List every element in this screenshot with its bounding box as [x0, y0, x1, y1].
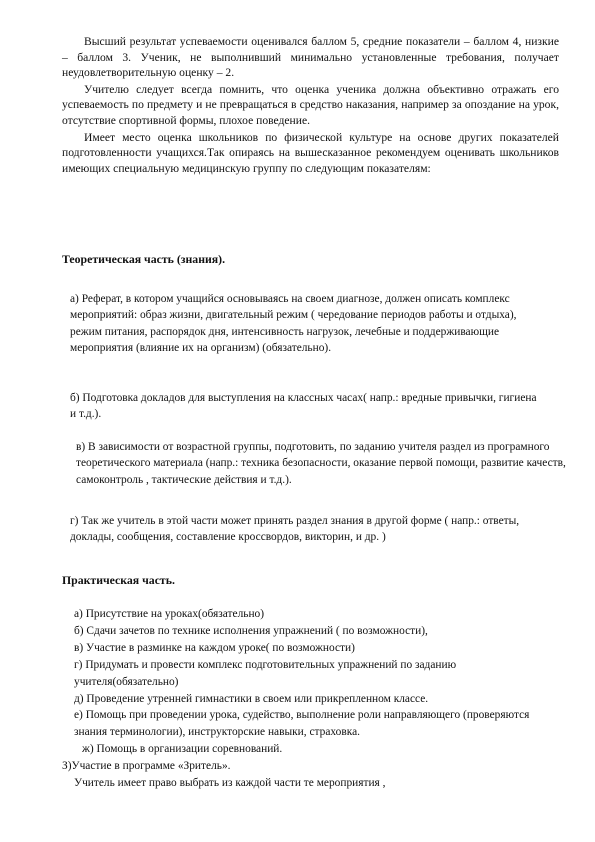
practice-item-e: е) Помощь при проведении урока, судейство, выполнение роли направляющего (проверяются знания терминологии), инструкторские навыки, страховка.: [74, 709, 530, 739]
practice-item-d: д) Проведение утренней гимнастики в своем или прикрепленном классе.: [74, 692, 429, 705]
practice-closing-line: Учитель имеет право выбрать из каждой части те мероприятия ,: [74, 777, 386, 790]
practice-item-zh: ж) Помощь в организации соревнований.: [82, 743, 283, 756]
practice-item-b: б) Сдачи зачетов по технике исполнения упражнений ( по возможности),: [74, 624, 428, 637]
practice-item-a: а) Присутствие на уроках(обязательно): [74, 608, 265, 620]
intro-section: [62, 34, 559, 177]
practice-item-g: г) Придумать и провести комплекс подготовительных упражнений по заданию учителя(обязательно): [74, 658, 457, 688]
theory-item-v: в) В зависимости от возрастной группы, подготовить, по заданию учителя раздел из програмного теоретического материала (напр.: техника безопасности, оказание первой помощи, развитие качеств, самоконтроль , тактические действия и т.д.).: [76, 441, 566, 486]
intro-paragraph-1: Высший результат успеваемости оценивался баллом 5, средние показатели – баллом 4, низкие – баллом 3. Ученик, не выполнивший минимально установленные требования, получает неудовлетворительную оценку – 2.: [62, 35, 559, 80]
intro-paragraph-3: Имеет место оценка школьников по физической культуре на основе других показателей подготовленности учащихся.Так опираясь на вышесказанное рекомендуем оценивать школьников имеющих специальную медицинскую группу по следующим показателям:: [62, 130, 559, 175]
practice-item-z: З)Участие в программе «Зритель».: [62, 760, 231, 773]
theory-heading: Теоретическая часть (знания).: [62, 252, 226, 266]
practice-item-v: в) Участие в разминке на каждом уроке( по возможности): [74, 641, 355, 654]
practice-heading: Практическая часть.: [62, 573, 175, 587]
theory-item-b: б) Подготовка докладов для выступления на классных часах( напр.: вредные привычки, гигиена и т.д.).: [70, 392, 537, 421]
theory-item-a: а) Реферат, в котором учащийся основываясь на своем диагнозе, должен описать комплекс мероприятий: образ жизни, двигательный режим ( чередование периодов работы и отдыха), режим питания, распорядок дня, интенсивность нагрузок, лечебные и поддерживающие мероприятия (влияние их на организм) (обязательно).: [70, 293, 517, 355]
intro-paragraph-2: Учителю следует всегда помнить, что оценка ученика должна объективно отражать его успеваемость по предмету и не превращаться в средство наказания, например за опоздание на урок, отсутствие спортивной формы, плохое поведение.: [62, 82, 559, 127]
theory-item-g: г) Так же учитель в этой части может принять раздел знания в другой форме ( напр.: ответы, доклады, сообщения, составление кроссвордов, викторин, и др. ): [70, 515, 520, 544]
practice-list: [62, 606, 562, 792]
